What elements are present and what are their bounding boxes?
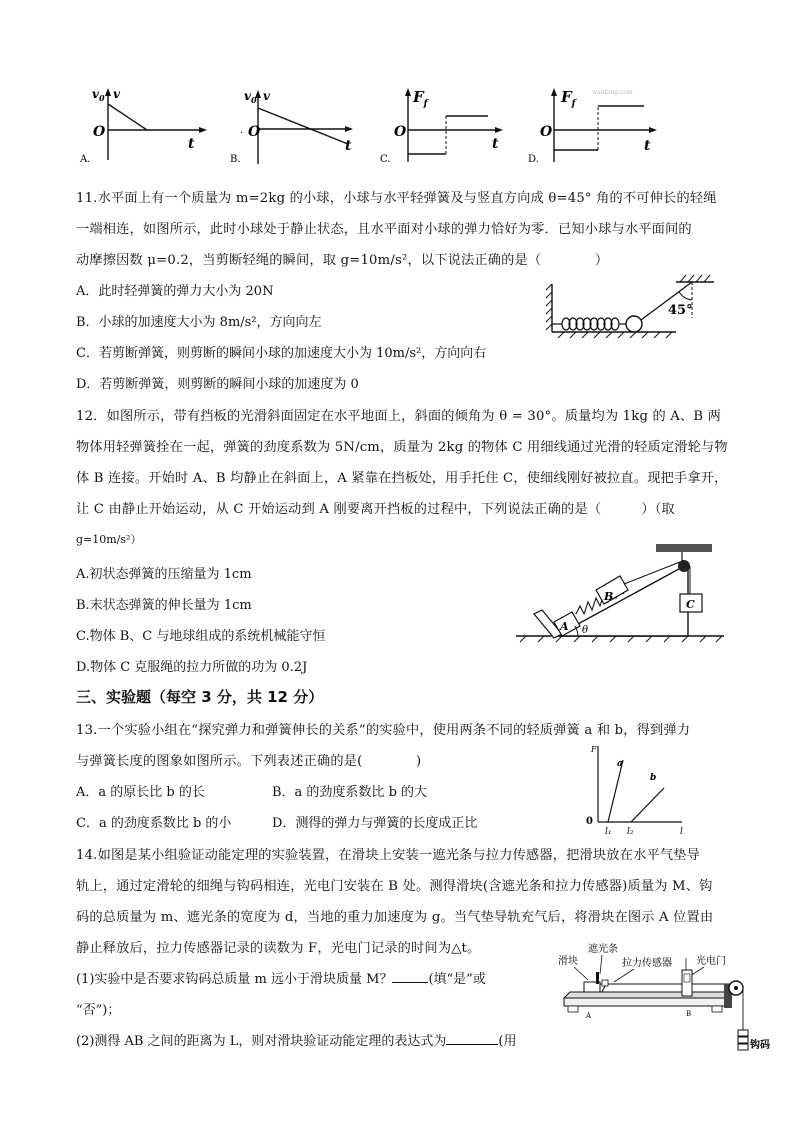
q14-label-sensor: 拉力传感器 <box>622 958 672 969</box>
q12-option-d: D.物体 C 克服绳的拉力所做的功为 0.2J <box>76 660 308 675</box>
svg-text:v0 <box>92 87 105 103</box>
graph-d-t-label: t <box>644 138 651 154</box>
q12-incline-figure <box>516 540 726 645</box>
q12-block-c: C <box>686 598 695 611</box>
q13-tick-l1: l₁ <box>605 827 612 837</box>
q14-mark-b: B <box>686 1010 692 1018</box>
q14-line-2: 轨上，通过定滑轮的细绳与钩码相连，光电门安装在 B 处。测得滑块(含遮光条和拉力传感器)质量为 M、钩 <box>76 879 713 894</box>
svg-text:v0 <box>244 89 257 105</box>
graph-c-t-label: t <box>492 136 499 152</box>
q14-mark-a: A <box>586 1012 592 1020</box>
graph-c-letter: C. <box>380 154 391 165</box>
q11-line-3: 动摩擦因数 μ=0.2，当剪断轻绳的瞬间，取 g=10m/s²，以下说法正确的是（ ） <box>76 253 609 268</box>
graph-d-f: F <box>561 88 572 106</box>
graph-option-b <box>230 88 360 170</box>
q13-graph <box>578 742 690 836</box>
q14-line-4: 静止释放后，拉力传感器记录的读数为 F，光电门记录的时间为△t。 <box>76 941 481 956</box>
graph-d-letter: D. <box>528 154 539 165</box>
svg-text:Ff <box>412 88 430 109</box>
q11-line-2: 一端相连，如图所示，此时小球处于静止状态，且水平面对小球的弹力恰好为零．已知小球与水平面间的 <box>76 222 692 237</box>
q13-option-d: D．测得的弹力与弹簧的长度成正比 <box>272 816 478 831</box>
section-3-heading: 三、实验题（每空 3 分，共 12 分） <box>76 688 324 706</box>
graph-option-a <box>80 84 210 166</box>
q11-angle-label: 45° <box>668 303 693 318</box>
q11-spring-figure <box>546 270 716 338</box>
q13-option-a: A．a 的原长比 b 的长 <box>76 785 205 800</box>
q11-option-a: A．此时轻弹簧的弹力大小为 20N <box>76 284 274 299</box>
q12-block-b: B <box>604 590 614 603</box>
q12-theta: θ <box>582 625 589 636</box>
q11-option-b: B．小球的加速度大小为 8m/s²，方向向左 <box>76 315 322 330</box>
q12-line-4: 让 C 由静止开始运动，从 C 开始运动到 A 刚要离开挡板的过程中，下列说法正确的是（ ）（取 <box>76 502 675 517</box>
q14-part1-suffix: (填“是”或 <box>428 972 486 987</box>
graph-c-f-sub: f <box>423 99 428 109</box>
graph-d-origin: O <box>540 124 553 140</box>
svg-text:Ff <box>560 88 578 109</box>
q14-label-slider: 滑块 <box>558 956 578 967</box>
graph-b-v0: 0 <box>250 95 257 105</box>
q12-line-3: 体 B 连接。开始时 A、B 均静止在斜面上，A 紧靠在挡板处，用手托住 C，使细线刚好被拉直。现把手拿开， <box>76 471 728 486</box>
q12-line-5: g=10m/s²） <box>76 533 142 546</box>
q11-option-d: D．若剪断弹簧，则剪断的瞬间小球的加速度为 0 <box>76 377 359 392</box>
graph-a-t-label: t <box>188 136 195 152</box>
q13-line-a: a <box>617 759 623 769</box>
graph-option-c <box>380 84 510 166</box>
q11-line-1: 11.水平面上有一个质量为 m=2kg 的小球，小球与水平轻弹簧及与竖直方向成 θ=45° 角的不可伸长的轻绳 <box>76 191 717 206</box>
q14-part1-end: “否”)； <box>76 1003 121 1018</box>
watermark: wanfang.com <box>592 89 633 96</box>
graph-b-t-label: t <box>345 138 352 154</box>
q14-part1-text: (1)实验中是否要求钩码总质量 m 远小于滑块质量 M？ <box>76 972 393 987</box>
graph-a-v: v <box>92 87 99 101</box>
q12-option-b: B.末状态弹簧的伸长量为 1cm <box>76 598 252 613</box>
graph-d-f-sub: f <box>571 99 576 109</box>
graph-b-y-label: v <box>263 89 270 103</box>
q12-block-a: A <box>560 620 569 633</box>
q13-origin: 0 <box>586 816 593 827</box>
q14-label-strip: 遮光条 <box>588 944 618 955</box>
graph-a-letter: A. <box>80 154 91 165</box>
q13-tick-l2: l₂ <box>627 827 634 837</box>
q14-label-weight: 钩码 <box>750 1040 770 1051</box>
q12-option-a: A.初状态弹簧的压缩量为 1cm <box>76 567 252 582</box>
q14-line-3: 码的总质量为 m、遮光条的宽度为 d，当地的重力加速度为 g。当气垫导轨充气后，将滑块在图示 A 位置由 <box>76 910 714 925</box>
graph-c-origin: O <box>394 124 407 140</box>
q14-answer-1-blank[interactable] <box>392 970 428 983</box>
graph-a-y-label: v <box>113 87 120 101</box>
q14-line-1: 14.如图是某小组验证动能定理的实验装置，在滑块上安装一遮光条与拉力传感器，把滑块放在水平气垫导 <box>76 848 701 863</box>
svg-text:·: · <box>240 128 244 139</box>
graph-b-letter: B. <box>230 154 241 165</box>
q12-line-2: 物体用轻弹簧拴在一起，弹簧的劲度系数为 5N/cm，质量为 2kg 的物体 C 用细线通过光滑的轻质定滑轮与物 <box>76 440 728 455</box>
q13-axis-l: l <box>680 827 683 837</box>
q13-option-c: C．a 的劲度系数比 b 的小 <box>76 816 232 831</box>
q12-line-1: 12．如图所示，带有挡板的光滑斜面固定在水平地面上，斜面的倾角为 θ = 30°。质量均为 1kg 的 A、B 两 <box>76 409 722 424</box>
graph-a-v0: 0 <box>98 93 105 103</box>
q14-answer-2-blank[interactable] <box>446 1032 498 1045</box>
graph-c-f: F <box>413 88 424 106</box>
graph-option-d <box>526 84 666 166</box>
graph-b-origin: O <box>248 124 261 140</box>
q13-line-b: b <box>650 773 657 783</box>
q11-option-c: C．若剪断弹簧，则剪断的瞬间小球的加速度大小为 10m/s²，方向向右 <box>76 346 487 361</box>
q13-option-b: B．a 的劲度系数比 b 的大 <box>272 785 428 800</box>
q13-line-1: 13.一个实验小组在“探究弹力和弹簧伸长的关系”的实验中，使用两条不同的轻质弹簧 a 和 b，得到弹力 <box>76 723 691 738</box>
graph-b-v: v <box>244 89 251 103</box>
q14-part2-text: (2)测得 AB 之间的距离为 L，则对滑块验证动能定理的表达式为 <box>76 1034 447 1049</box>
q14-label-gate: 光电门 <box>696 956 726 967</box>
q13-line-2: 与弹簧长度的图象如图所示。下列表述正确的是( ) <box>76 754 422 769</box>
q13-axis-f: F <box>591 745 597 754</box>
q14-part2-suffix: (用 <box>498 1034 517 1049</box>
q14-apparatus-figure <box>558 944 772 1060</box>
graph-a-origin: O <box>93 124 106 140</box>
q12-option-c: C.物体 B、C 与地球组成的系统机械能守恒 <box>76 629 326 644</box>
